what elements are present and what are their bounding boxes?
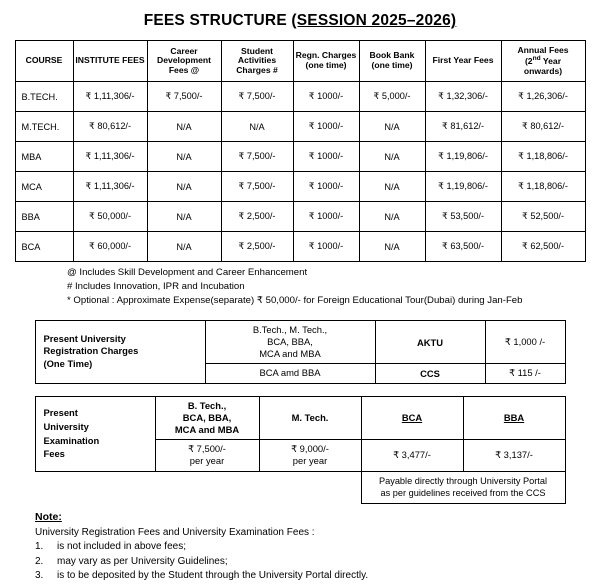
examination-fees-table	[35, 396, 566, 504]
note-text: is to be deposited by the Student through the University Portal directly.	[57, 570, 369, 582]
cell-first-year: ₹ 1,19,806/-	[425, 172, 501, 202]
cell-annual: ₹ 52,500/-	[501, 202, 585, 232]
cell-course: BCA	[15, 232, 73, 262]
cell-annual: ₹ 1,18,806/-	[501, 142, 585, 172]
fee-note-career: @ Includes Skill Development and Career Enhancement	[67, 267, 308, 278]
exam-header-bca-text: BCA	[401, 411, 423, 423]
cell-book-bank: ₹ 5,000/-	[359, 82, 425, 112]
note-text: may vary as per University Guidelines;	[57, 555, 228, 567]
page-title	[14, 12, 586, 30]
registration-university-ccs: CCS	[375, 364, 485, 383]
registration-label: Present University Registration Charges (One Time)	[35, 320, 205, 383]
col-header-book-bank: Book Bank (one time)	[359, 41, 425, 82]
fee-notes	[15, 266, 585, 308]
exam-value-bba: ₹ 3,137/-	[463, 440, 565, 471]
cell-regn: ₹ 1000/-	[293, 142, 359, 172]
cell-course: MBA	[15, 142, 73, 172]
note-lead: University Registration Fees and University Examination Fees :	[35, 526, 315, 538]
note-item	[35, 555, 565, 570]
table-row	[35, 471, 565, 503]
cell-institute: ₹ 60,000/-	[73, 232, 147, 262]
cell-activities: ₹ 2,500/-	[221, 202, 293, 232]
cell-career: ₹ 7,500/-	[147, 82, 221, 112]
cell-regn: ₹ 1000/-	[293, 232, 359, 262]
cell-career: N/A	[147, 202, 221, 232]
page-title-session: (SESSION 2025–2026)	[291, 12, 457, 29]
cell-book-bank: N/A	[359, 112, 425, 142]
cell-annual: ₹ 1,18,806/-	[501, 172, 585, 202]
cell-course: M.TECH.	[15, 112, 73, 142]
bottom-note	[35, 510, 565, 584]
exam-header-btech-group: B. Tech., BCA, BBA, MCA and MBA	[155, 396, 259, 440]
cell-institute: ₹ 80,612/-	[73, 112, 147, 142]
table-row	[15, 202, 585, 232]
table-row	[15, 172, 585, 202]
table-row	[15, 82, 585, 112]
registration-university-aktu: AKTU	[375, 320, 485, 364]
table-row	[35, 396, 565, 440]
note-title: Note:	[35, 510, 62, 523]
cell-career: N/A	[147, 112, 221, 142]
col-header-student-activities-charges: Student Activities Charges #	[221, 41, 293, 82]
col-header-career-development-fees: Career Development Fees @	[147, 41, 221, 82]
exam-value-bca: ₹ 3,477/-	[361, 440, 463, 471]
col-header-annual-fees: Annual Fees (2nd Year onwards)	[501, 41, 585, 82]
cell-activities: ₹ 7,500/-	[221, 142, 293, 172]
fee-note-optional: * Optional : Approximate Expense(separate) ₹ 50,000/- for Foreign Educational Tour(Dubai) during Jan-Feb	[67, 294, 523, 306]
note-number: 1.	[35, 541, 44, 553]
cell-regn: ₹ 1000/-	[293, 82, 359, 112]
exam-value-mtech: ₹ 9,000/- per year	[259, 440, 361, 471]
cell-course: B.TECH.	[15, 82, 73, 112]
exam-header-bca	[361, 396, 463, 440]
fee-note-activities: # Includes Innovation, IPR and Incubation	[67, 280, 245, 292]
cell-activities: ₹ 2,500/-	[221, 232, 293, 262]
cell-annual: ₹ 62,500/-	[501, 232, 585, 262]
exam-value-btech-group: ₹ 7,500/- per year	[155, 440, 259, 471]
cell-course: MCA	[15, 172, 73, 202]
table-row	[15, 142, 585, 172]
cell-career: N/A	[147, 142, 221, 172]
cell-book-bank: N/A	[359, 232, 425, 262]
exam-header-bba-text: BBA	[503, 411, 525, 423]
registration-amount-aktu: ₹ 1,000 /-	[485, 320, 565, 364]
cell-regn: ₹ 1000/-	[293, 112, 359, 142]
cell-institute: ₹ 50,000/-	[73, 202, 147, 232]
note-item	[35, 569, 565, 584]
page-title-main: FEES STRUCTURE	[143, 12, 292, 29]
exam-header-bba	[463, 396, 565, 440]
registration-amount-ccs: ₹ 115 /-	[485, 364, 565, 383]
cell-annual: ₹ 80,612/-	[501, 112, 585, 142]
cell-institute: ₹ 1,11,306/-	[73, 172, 147, 202]
note-number: 3.	[35, 570, 44, 582]
col-header-regn-charges: Regn. Charges (one time)	[293, 41, 359, 82]
cell-regn: ₹ 1000/-	[293, 202, 359, 232]
note-text: is not included in above fees;	[57, 541, 186, 553]
cell-course: BBA	[15, 202, 73, 232]
cell-annual: ₹ 1,26,306/-	[501, 82, 585, 112]
cell-activities: ₹ 7,500/-	[221, 172, 293, 202]
cell-first-year: ₹ 81,612/-	[425, 112, 501, 142]
cell-book-bank: N/A	[359, 202, 425, 232]
cell-activities: ₹ 7,500/-	[221, 82, 293, 112]
cell-first-year: ₹ 1,19,806/-	[425, 142, 501, 172]
cell-first-year: ₹ 53,500/-	[425, 202, 501, 232]
cell-institute: ₹ 1,11,306/-	[73, 142, 147, 172]
table-header-row	[15, 41, 585, 82]
registration-charges-table	[35, 320, 566, 384]
table-row	[15, 232, 585, 262]
exam-portal-note: Payable directly through University Portal as per guidelines received from the CCS	[361, 471, 565, 503]
cell-book-bank: N/A	[359, 172, 425, 202]
registration-courses-aktu: B.Tech., M. Tech., BCA, BBA, MCA and MBA	[205, 320, 375, 364]
note-number: 2.	[35, 555, 44, 567]
fees-table	[15, 40, 586, 262]
col-header-course: COURSE	[15, 41, 73, 82]
registration-courses-ccs: BCA amd BBA	[205, 364, 375, 383]
cell-book-bank: N/A	[359, 142, 425, 172]
col-header-institute-fees: INSTITUTE FEES	[73, 41, 147, 82]
note-item	[35, 540, 565, 555]
examination-label: Present University Examination Fees	[35, 396, 155, 471]
table-row	[35, 320, 565, 364]
cell-regn: ₹ 1000/-	[293, 172, 359, 202]
table-row	[15, 112, 585, 142]
col-header-first-year-fees: First Year Fees	[425, 41, 501, 82]
cell-career: N/A	[147, 232, 221, 262]
cell-first-year: ₹ 63,500/-	[425, 232, 501, 262]
cell-activities: N/A	[221, 112, 293, 142]
cell-first-year: ₹ 1,32,306/-	[425, 82, 501, 112]
exam-header-mtech: M. Tech.	[259, 396, 361, 440]
cell-career: N/A	[147, 172, 221, 202]
cell-institute: ₹ 1,11,306/-	[73, 82, 147, 112]
